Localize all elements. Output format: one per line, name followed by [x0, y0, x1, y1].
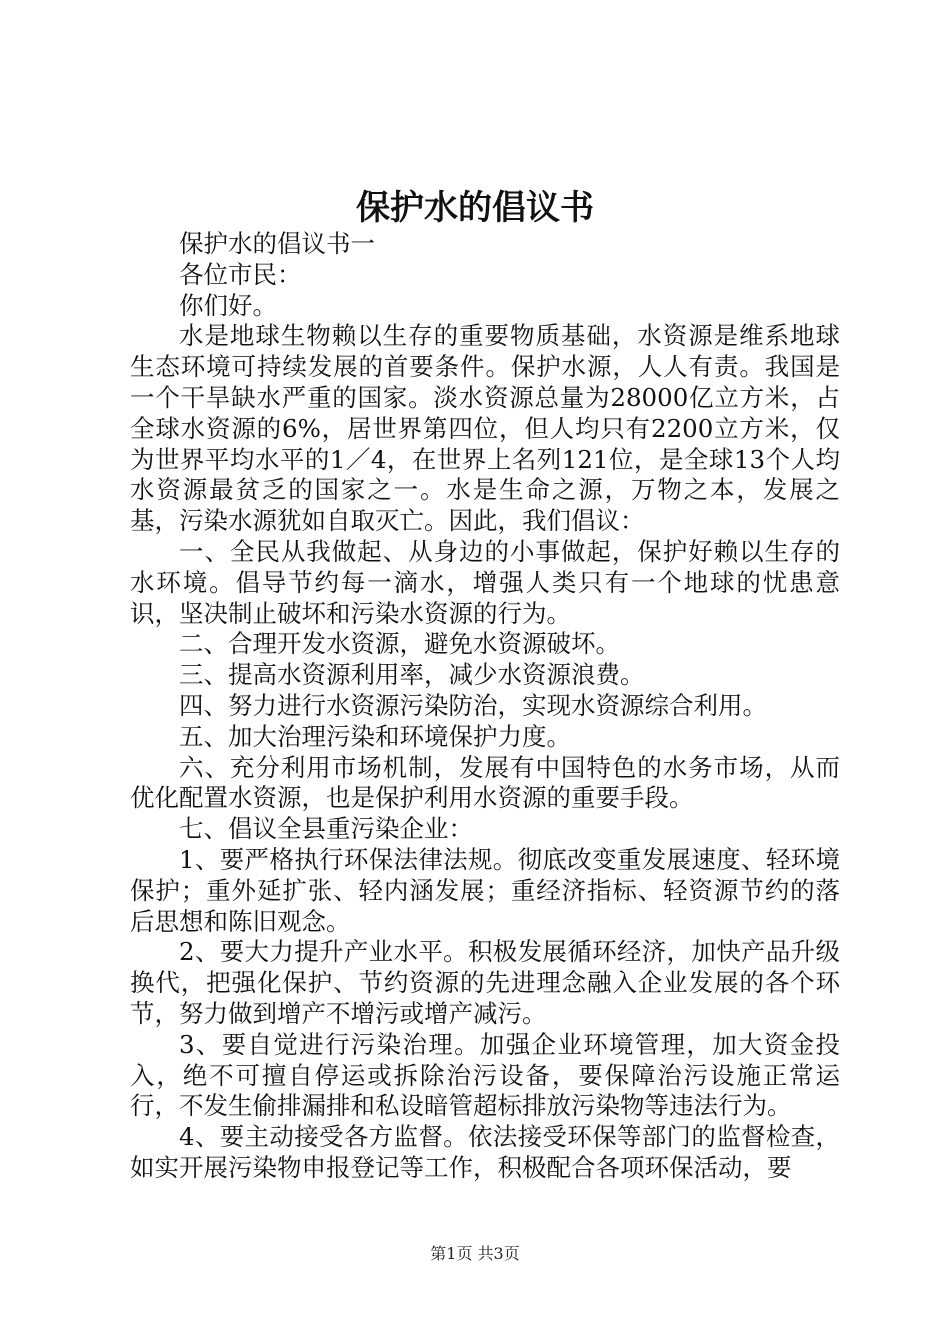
paragraph: 3、要自觉进行污染治理。加强企业环境管理，加大资金投入，绝不可擅自停运或拆除治污设备，要保障治污设施正常运行，不发生偷排漏排和私设暗管超标排放污染物等违法行为。 — [130, 1029, 840, 1121]
paragraph: 1、要严格执行环保法律法规。彻底改变重发展速度、轻环境保护；重外延扩张、轻内涵发展；重经济指标、轻资源节约的落后思想和陈旧观念。 — [130, 844, 840, 936]
paragraph: 4、要主动接受各方监督。依法接受环保等部门的监督检查，如实开展污染物申报登记等工作，积极配合各项环保活动，要 — [130, 1122, 840, 1182]
paragraph: 一、全民从我做起、从身边的小事做起，保护好赖以生存的水环境。倡导节约每一滴水，增强人类只有一个地球的忧患意识，坚决制止破坏和污染水资源的行为。 — [130, 536, 840, 628]
paragraph: 五、加大治理污染和环境保护力度。 — [179, 721, 571, 751]
paragraph: 三、提高水资源利用率，减少水资源浪费。 — [179, 660, 645, 690]
page-number-footer: 第1页 共3页 — [430, 1244, 520, 1263]
document-title: 保护水的倡议书 — [356, 188, 594, 228]
paragraph: 二、合理开发水资源，避免水资源破坏。 — [179, 629, 620, 659]
paragraph: 保护水的倡议书一 — [179, 229, 375, 258]
paragraph: 七、倡议全县重污染企业： — [179, 814, 473, 844]
paragraph: 你们好。 — [179, 290, 277, 320]
paragraph: 四、努力进行水资源污染防治，实现水资源综合利用。 — [179, 690, 767, 720]
paragraph: 各位市民： — [179, 259, 302, 289]
paragraph: 六、充分利用市场机制，发展有中国特色的水务市场，从而优化配置水资源，也是保护利用水资源的重要手段。 — [130, 752, 840, 813]
document-body — [130, 229, 840, 1184]
paragraph: 2、要大力提升产业水平。积极发展循环经济，加快产品升级换代，把强化保护、节约资源的先进理念融入企业发展的各个环节，努力做到增产不增污或增产减污。 — [130, 937, 840, 1028]
paragraph: 水是地球生物赖以生存的重要物质基础，水资源是维系地球生态环境可持续发展的首要条件。保护水源，人人有责。我国是一个干旱缺水严重的国家。淡水资源总量为28000亿立方米，占全球水资源的6%，居世界第四位，但人均只有2200立方米，仅为世界平均水平的1／4，在世界上名列121位，是全球13个人均水资源最贫乏的国家之一。水是生命之源，万物之本，发展之基，污染水源犹如自取灭亡。因此，我们倡议： — [130, 321, 840, 536]
